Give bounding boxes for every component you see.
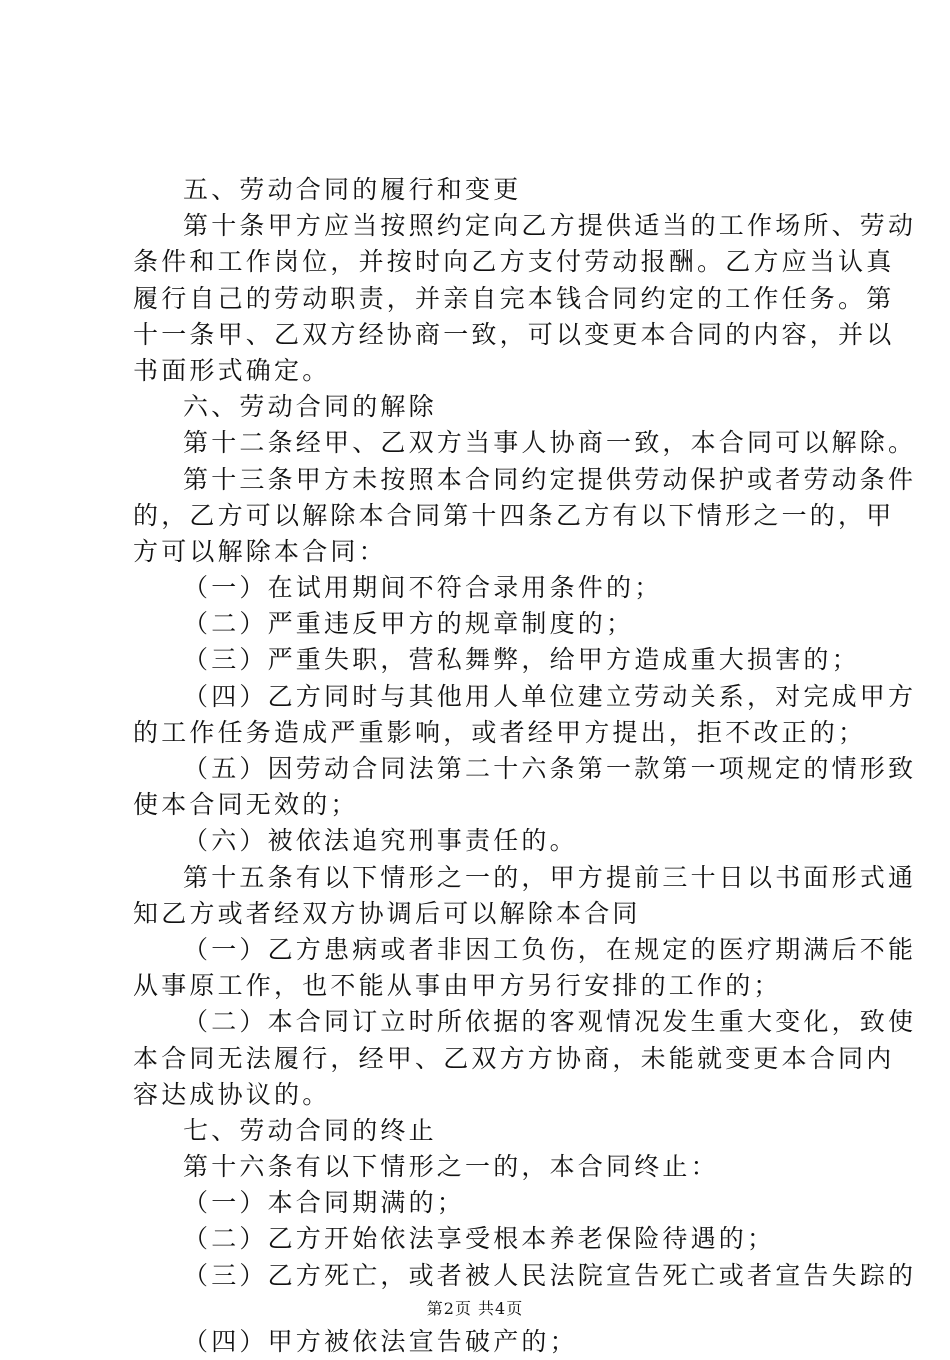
text-line: 的，乙方可以解除本合同第十四条乙方有以下情形之一的，甲 [133,500,895,530]
text-line: 从事原工作，也不能从事由甲方另行安排的工作的； [133,971,782,1001]
text-line: 五、劳动合同的履行和变更 [183,175,522,204]
text-line: （二）严重违反甲方的规章制度的； [183,609,635,639]
text-line: （一）在试用期间不符合录用条件的； [183,573,663,603]
text-line: 第十六条有以下情形之一的，本合同终止： [183,1152,719,1182]
text-line: 第十二条经甲、乙双方当事人协商一致，本合同可以解除。 [183,428,917,458]
text-line: 本合同无法履行，经甲、乙双方方协商，未能就变更本合同内 [133,1043,895,1073]
text-line: 方可以解除本合同： [133,536,387,566]
text-line: 履行自己的劳动职责，并亲自完本钱合同约定的工作任务。第 [133,283,895,313]
document-body [133,172,917,1360]
text-line: 第十五条有以下情形之一的，甲方提前三十日以书面形式通 [183,862,917,892]
text-line: （三）乙方死亡，或者被人民法院宣告死亡或者宣告失踪的 [183,1260,917,1290]
text-line: （五）因劳动合同法第二十六条第一款第一项规定的情形致 [183,754,917,783]
text-line: 容达成协议的。 [133,1079,331,1109]
text-line: （四）甲方被依法宣告破产的； [183,1326,578,1356]
text-line: 书面形式确定。 [133,355,331,385]
text-line: （二）本合同订立时所依据的客观情况发生重大变化，致使 [183,1007,917,1037]
text-line: 第十三条甲方未按照本合同约定提供劳动保护或者劳动条件 [183,464,917,494]
text-line: （三）严重失职，营私舞弊，给甲方造成重大损害的； [183,645,860,675]
text-line: （一）乙方患病或者非因工负伤，在规定的医疗期满后不能 [183,934,917,964]
text-line: （六）被依法追究刑事责任的。 [183,826,578,856]
text-line: 条件和工作岗位，并按时向乙方支付劳动报酬。乙方应当认真 [133,247,895,277]
text-line: （二）乙方开始依法享受根本养老保险待遇的； [183,1224,776,1254]
page-number-footer: 第2页 共4页 [426,1299,524,1318]
text-line: 知乙方或者经双方协调后可以解除本合同 [133,898,641,928]
text-line: 的工作任务造成严重影响，或者经甲方提出，拒不改正的； [133,717,867,747]
text-line: 使本合同无效的； [133,790,359,820]
text-line: 七、劳动合同的终止 [183,1115,437,1145]
paragraph-lines [133,172,917,1294]
text-line: （四）乙方同时与其他用人单位建立劳动关系，对完成甲方 [183,681,917,711]
text-line: 第十条甲方应当按照约定向乙方提供适当的工作场所、劳动 [183,211,917,241]
text-line: 十一条甲、乙双方经协商一致，可以变更本合同的内容，并以 [133,319,895,349]
text-line: 六、劳动合同的解除 [183,392,437,422]
text-line: （一）本合同期满的； [183,1188,466,1218]
